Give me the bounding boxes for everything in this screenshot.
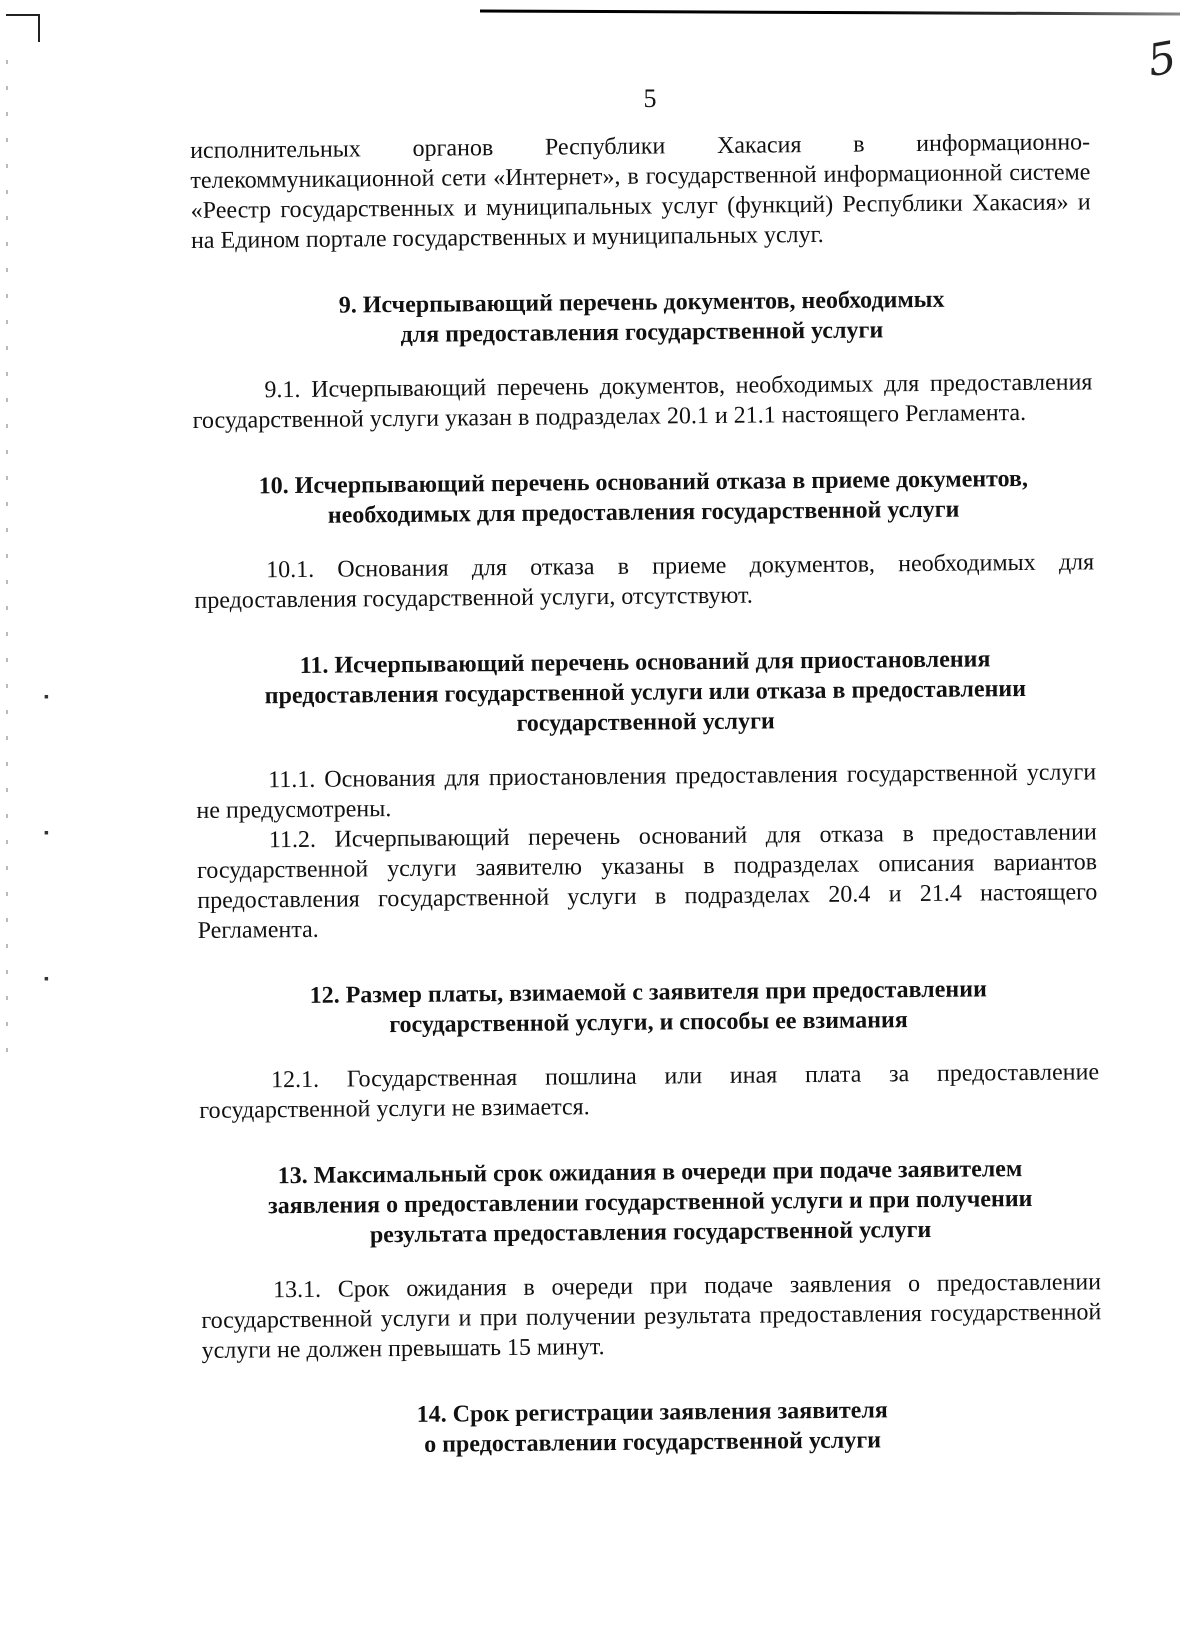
section-paragraph: 12.1. Государственная пошлина или иная плата за предоставление государственной услуги не взимается. — [199, 1059, 1100, 1124]
section-heading-line: 14. Срок регистрации заявления заявителя — [416, 1397, 888, 1428]
binding-hole-mark: ▪ — [44, 972, 49, 987]
section-heading-line: необходимых для предоставления государственной услуги — [327, 496, 960, 529]
section-heading — [195, 643, 1096, 742]
page-number: 5 — [643, 84, 657, 113]
section-heading-line: 13. Максимальный срок ожидания в очереди при подаче заявителем — [277, 1156, 1023, 1190]
section-heading-line: 9. Исчерпывающий перечень документов, необходимых — [338, 286, 945, 319]
section-heading-line: заявления о предоставлении государственной услуги и при получении — [267, 1185, 1033, 1220]
document-body — [190, 127, 1103, 1486]
section-heading — [193, 463, 1094, 532]
binding-hole-mark: ▪ — [44, 826, 49, 841]
section-heading-line: государственной услуги — [516, 708, 775, 737]
section-heading — [198, 973, 1099, 1042]
sections-container — [191, 283, 1102, 1462]
section-paragraph: 11.1. Основания для приостановления предоставления государственной услуги не предусмотрены. — [196, 759, 1097, 824]
section-heading-line: государственной услуги, и способы ее взимания — [389, 1007, 908, 1039]
binding-hole-mark: ▪ — [44, 690, 49, 705]
section-heading-line: предоставления государственной услуги или отказа в предоставлении — [264, 676, 1027, 710]
scan-corner-mark — [6, 14, 40, 42]
section-paragraph: 9.1. Исчерпывающий перечень документов, необходимых для предоставления государственной услуги указан в подразделах 20.1 и 21.1 настоящего Регламента. — [192, 369, 1093, 434]
section-paragraph: 13.1. Срок ожидания в очереди при подаче заявления о предоставлении государственной услуги и при получении результата предоставления государственной услуги не должен превышать 15 минут. — [201, 1269, 1102, 1364]
section-heading — [202, 1393, 1103, 1462]
section-heading-line: о предоставлении государственной услуги — [423, 1427, 882, 1458]
scan-margin-dots — [6, 60, 8, 1060]
section-heading-line: 12. Размер платы, взимаемой с заявителя при предоставлении — [309, 976, 987, 1009]
section-heading-line: для предоставления государственной услуги — [400, 317, 884, 348]
handwritten-page-mark: 5 — [1143, 31, 1181, 88]
section-paragraph: 10.1. Основания для отказа в приеме документов, необходимых для предоставления государственной услуги, отсутствуют. — [194, 549, 1095, 614]
section-heading-line: 11. Исчерпывающий перечень оснований для приостановления — [299, 646, 991, 679]
section-heading — [191, 283, 1092, 352]
scan-top-rule — [480, 9, 1180, 15]
section-heading — [200, 1153, 1101, 1252]
intro-paragraph: исполнительных органов Республики Хакасия в информационно-телекоммуникационной сети «Интернет», в государственной информационной системе «Реестр государственных и муниципальных услуг (функций) Республики Хакасия» и на Едином портале государственных и муниципальных услуг. — [190, 129, 1091, 254]
section-heading-line: результата предоставления государственной услуги — [369, 1216, 932, 1249]
section-paragraph: 11.2. Исчерпывающий перечень оснований для отказа в предоставлении государственной услуги заявителю указаны в подразделах описания вариантов предоставления государственной услуги в подразделах 20.4 и 21.4 настоящего Регламента. — [196, 819, 1098, 944]
section-heading-line: 10. Исчерпывающий перечень оснований отказа в приеме документов, — [258, 465, 1029, 500]
